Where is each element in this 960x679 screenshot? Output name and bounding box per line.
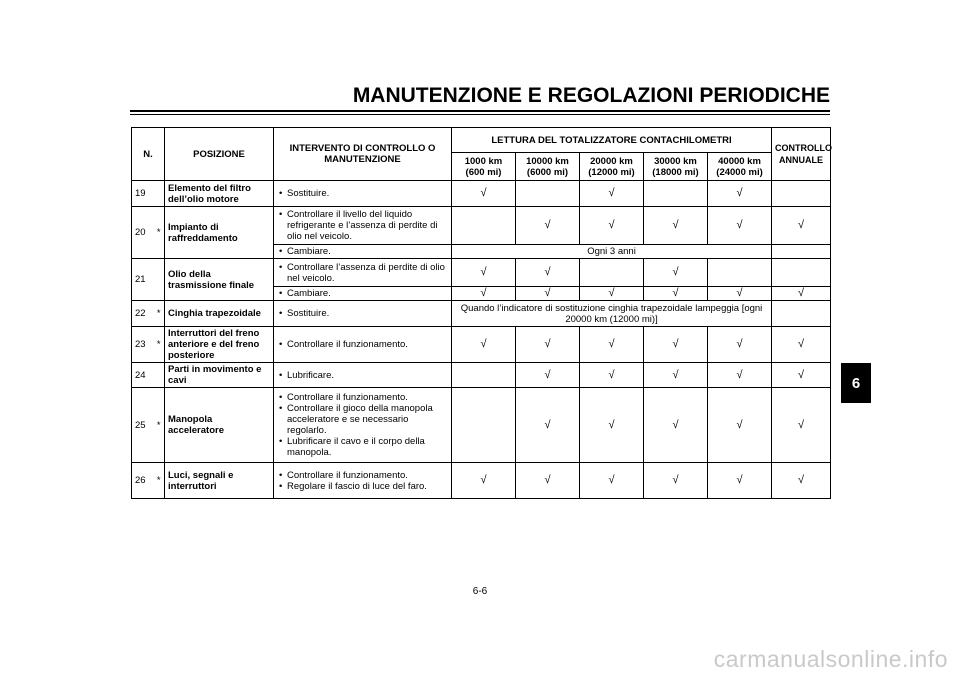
table-row xyxy=(132,463,831,499)
table-row xyxy=(132,259,831,287)
check-mark: √ xyxy=(644,259,708,287)
check-mark: √ xyxy=(708,388,772,463)
check-mark: √ xyxy=(580,463,644,499)
empty-cell xyxy=(452,207,516,245)
check-mark: √ xyxy=(452,287,516,301)
check-mark: √ xyxy=(772,363,831,388)
item-number: 26 xyxy=(132,463,154,499)
check-mark: √ xyxy=(644,388,708,463)
check-mark: √ xyxy=(516,259,580,287)
check-mark: √ xyxy=(708,207,772,245)
check-mark: √ xyxy=(644,363,708,388)
item-star: * xyxy=(154,207,165,259)
item-star xyxy=(154,363,165,388)
check-mark: √ xyxy=(516,363,580,388)
item-position: Elemento del filtro dell’olio motore xyxy=(165,181,274,207)
item-number: 25 xyxy=(132,388,154,463)
header-interval: 1000 km (600 mi) xyxy=(452,153,516,181)
item-number: 21 xyxy=(132,259,154,301)
watermark: carmanualsonline.info xyxy=(713,646,948,672)
item-operation xyxy=(274,287,452,301)
item-star xyxy=(154,259,165,301)
item-operation xyxy=(274,245,452,259)
check-mark: √ xyxy=(644,287,708,301)
table-row xyxy=(132,388,831,463)
check-mark: √ xyxy=(644,327,708,363)
title-rule xyxy=(130,110,830,112)
item-operation xyxy=(274,363,452,388)
item-position: Luci, segnali e interruttori xyxy=(165,463,274,499)
check-mark: √ xyxy=(516,463,580,499)
header-annual: CONTROLLO ANNUALE xyxy=(772,128,831,181)
item-operation xyxy=(274,301,452,327)
item-position: Olio della trasmissione finale xyxy=(165,259,274,301)
interval-note: Ogni 3 anni xyxy=(452,245,772,259)
header-interval: 30000 km (18000 mi) xyxy=(644,153,708,181)
item-operation xyxy=(274,259,452,287)
check-mark: √ xyxy=(580,327,644,363)
page-number: 6-6 xyxy=(472,586,488,597)
table-row xyxy=(132,327,831,363)
check-mark: √ xyxy=(708,463,772,499)
table-row xyxy=(132,363,831,388)
check-mark: √ xyxy=(708,363,772,388)
header-interval: 20000 km (12000 mi) xyxy=(580,153,644,181)
table-row xyxy=(132,207,831,245)
operation-step: • Controllare il funzionamento. xyxy=(277,392,448,403)
operation-step: • Regolare il fascio di luce del faro. xyxy=(277,481,448,492)
check-mark: √ xyxy=(708,327,772,363)
check-mark: √ xyxy=(772,327,831,363)
operation-step: • Controllare il gioco della manopola acceleratore e se necessario regolarlo. xyxy=(277,403,448,436)
check-mark: √ xyxy=(452,259,516,287)
check-mark: √ xyxy=(772,388,831,463)
check-mark: √ xyxy=(580,287,644,301)
annual-cell xyxy=(772,245,831,259)
header-position: POSIZIONE xyxy=(165,128,274,181)
header-interval: 10000 km (6000 mi) xyxy=(516,153,580,181)
item-operation xyxy=(274,388,452,463)
item-number: 24 xyxy=(132,363,154,388)
title-rule-thin xyxy=(130,114,830,115)
check-mark: √ xyxy=(644,463,708,499)
operation-step: • Lubrificare. xyxy=(277,370,448,381)
item-position: Parti in movimento e cavi xyxy=(165,363,274,388)
item-star xyxy=(154,181,165,207)
check-mark: √ xyxy=(708,287,772,301)
header-operation: INTERVENTO DI CONTROLLO O MANUTENZIONE xyxy=(274,128,452,181)
maintenance-table xyxy=(131,127,831,499)
empty-cell xyxy=(772,181,831,207)
check-mark: √ xyxy=(580,207,644,245)
interval-note: Quando l’indicatore di sostituzione cinghia trapezoidale lampeggia [ogni 20000 km (12000 mi)] xyxy=(452,301,772,327)
check-mark: √ xyxy=(772,207,831,245)
check-mark: √ xyxy=(452,463,516,499)
item-number: 19 xyxy=(132,181,154,207)
item-number: 20 xyxy=(132,207,154,259)
operation-step: • Controllare il funzionamento. xyxy=(277,339,448,350)
item-position: Interruttori del freno anteriore e del freno posteriore xyxy=(165,327,274,363)
table-row xyxy=(132,301,831,327)
operation-step: • Sostituire. xyxy=(277,308,448,319)
empty-cell xyxy=(516,181,580,207)
operation-step: • Lubrificare il cavo e il corpo della manopola. xyxy=(277,436,448,458)
item-position: Cinghia trapezoidale xyxy=(165,301,274,327)
table-row xyxy=(132,181,831,207)
check-mark: √ xyxy=(516,388,580,463)
check-mark: √ xyxy=(580,181,644,207)
check-mark: √ xyxy=(516,287,580,301)
item-star: * xyxy=(154,463,165,499)
item-number: 23 xyxy=(132,327,154,363)
check-mark: √ xyxy=(516,327,580,363)
item-operation xyxy=(274,463,452,499)
check-mark: √ xyxy=(772,287,831,301)
check-mark: √ xyxy=(644,207,708,245)
annual-cell xyxy=(772,301,831,327)
empty-cell xyxy=(452,388,516,463)
empty-cell xyxy=(644,181,708,207)
empty-cell xyxy=(580,259,644,287)
check-mark: √ xyxy=(580,363,644,388)
operation-step: • Controllare l’assenza di perdite di olio nel veicolo. xyxy=(277,262,448,284)
check-mark: √ xyxy=(452,181,516,207)
empty-cell xyxy=(452,363,516,388)
operation-step: • Controllare il funzionamento. xyxy=(277,470,448,481)
header-odometer: LETTURA DEL TOTALIZZATORE CONTACHILOMETRI xyxy=(452,128,772,153)
table-body xyxy=(132,181,831,499)
operation-step: • Cambiare. xyxy=(277,288,448,299)
item-position: Impianto di raffreddamento xyxy=(165,207,274,259)
check-mark: √ xyxy=(708,181,772,207)
item-operation xyxy=(274,181,452,207)
empty-cell xyxy=(772,259,831,287)
header-n: N. xyxy=(132,128,165,181)
check-mark: √ xyxy=(580,388,644,463)
check-mark: √ xyxy=(772,463,831,499)
operation-step: • Cambiare. xyxy=(277,246,448,257)
empty-cell xyxy=(708,259,772,287)
section-tab: 6 xyxy=(841,363,871,403)
item-number: 22 xyxy=(132,301,154,327)
check-mark: √ xyxy=(516,207,580,245)
item-position: Manopola acceleratore xyxy=(165,388,274,463)
item-star: * xyxy=(154,388,165,463)
operation-step: • Controllare il livello del liquido refrigerante e l’assenza di perdite di olio nel veicolo. xyxy=(277,209,448,242)
header-interval: 40000 km (24000 mi) xyxy=(708,153,772,181)
item-operation xyxy=(274,327,452,363)
operation-step: • Sostituire. xyxy=(277,188,448,199)
item-star: * xyxy=(154,301,165,327)
item-operation xyxy=(274,207,452,245)
page-title: MANUTENZIONE E REGOLAZIONI PERIODICHE xyxy=(352,84,830,107)
check-mark: √ xyxy=(452,327,516,363)
item-star: * xyxy=(154,327,165,363)
